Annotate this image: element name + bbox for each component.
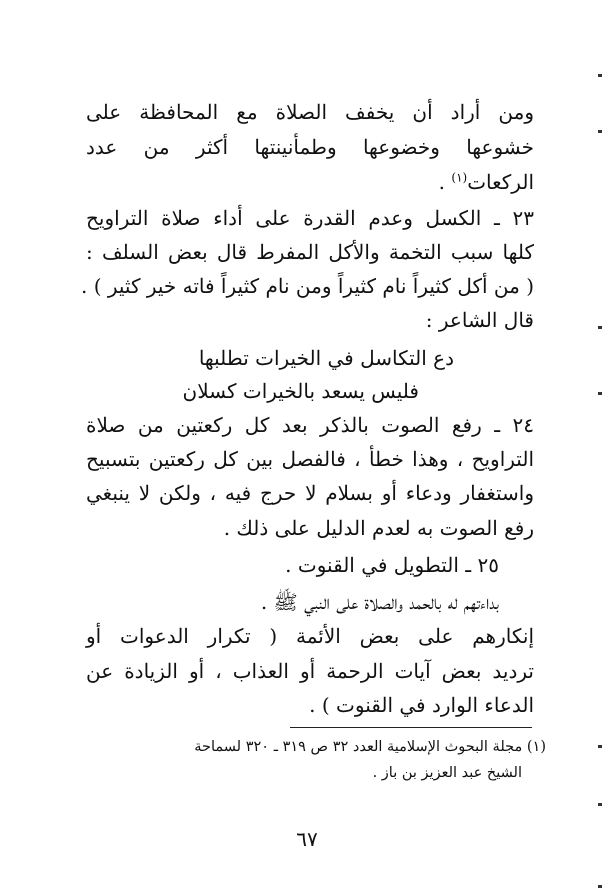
text-line-3-word: الركعات	[467, 170, 534, 194]
footnote-ref: (١)	[451, 170, 468, 185]
footnote-line-2: الشيخ عبد العزيز بن باز .	[372, 765, 522, 781]
footnote-separator	[290, 727, 532, 728]
scan-edge-mark	[598, 745, 602, 748]
quote-salaf: ( من أكل كثيراً نام كثيراً ومن نام كثيراً فاته خير كثير ) .	[80, 274, 534, 298]
item-23-line-2: كلها سبب التخمة والأكل المفرط قال بعض السلف :	[86, 240, 534, 264]
item-24-line-1: ٢٤ ـ رفع الصوت بالذكر بعد كل ركعتين من صلاة	[86, 413, 534, 437]
item-25-heading: ٢٥ ـ التطويل في القنوت .	[285, 553, 499, 577]
scan-edge-mark	[598, 326, 602, 329]
page-number: ٦٧	[296, 827, 318, 851]
poet-intro: قال الشاعر :	[425, 308, 534, 332]
item-23-line-1: ٢٣ ـ الكسل وعدم القدرة على أداء صلاة التراويح	[86, 206, 534, 230]
item-25-point-2-line-3: الدعاء الوارد في القنوت ) .	[309, 693, 534, 717]
scan-edge-mark	[598, 803, 602, 806]
item-24-line-3: واستغفار ودعاء أو بسلام لا حرج فيه ، ولكن لا ينبغي	[86, 481, 534, 505]
scan-edge-mark	[598, 392, 602, 395]
verse-line-1: دع التكاسل في الخيرات تطلبها	[198, 346, 454, 370]
item-24-line-4: رفع الصوت به لعدم الدليل على ذلك .	[223, 516, 534, 540]
text-line-3-end: .	[438, 170, 452, 194]
item-25-point-2-line-2: ترديد بعض آيات الرحمة أو العذاب ، أو الزيادة عن	[86, 659, 534, 683]
scan-edge-mark	[598, 885, 602, 888]
scan-edge-mark	[598, 74, 602, 77]
text-line-3	[439, 167, 534, 197]
footnote-line-1: (١) مجلة البحوث الإسلامية العدد ٣٢ ص ٣١٩ ـ ٣٢٠ لسماحة	[194, 739, 546, 755]
item-25-point-2-line-1: إنكارهم على بعض الأئمة ( تكرار الدعوات أو	[86, 624, 534, 648]
scan-edge-mark	[598, 130, 602, 133]
text-line-1: ومن أراد أن يخفف الصلاة مع المحافظة على	[86, 100, 534, 124]
verse-line-2: فليس يسعد بالخيرات كسلان	[182, 379, 419, 403]
text-line-2: خشوعها وخضوعها وطمأنينتها أكثر من عدد	[86, 135, 534, 159]
item-25-point-1: بداءتهم له بالحمد والصلاة على النبي ﷺ .	[260, 590, 499, 614]
item-24-line-2: التراويح ، وهذا خطأ ، فالفصل بين كل ركعتين بتسبيح	[86, 447, 534, 471]
